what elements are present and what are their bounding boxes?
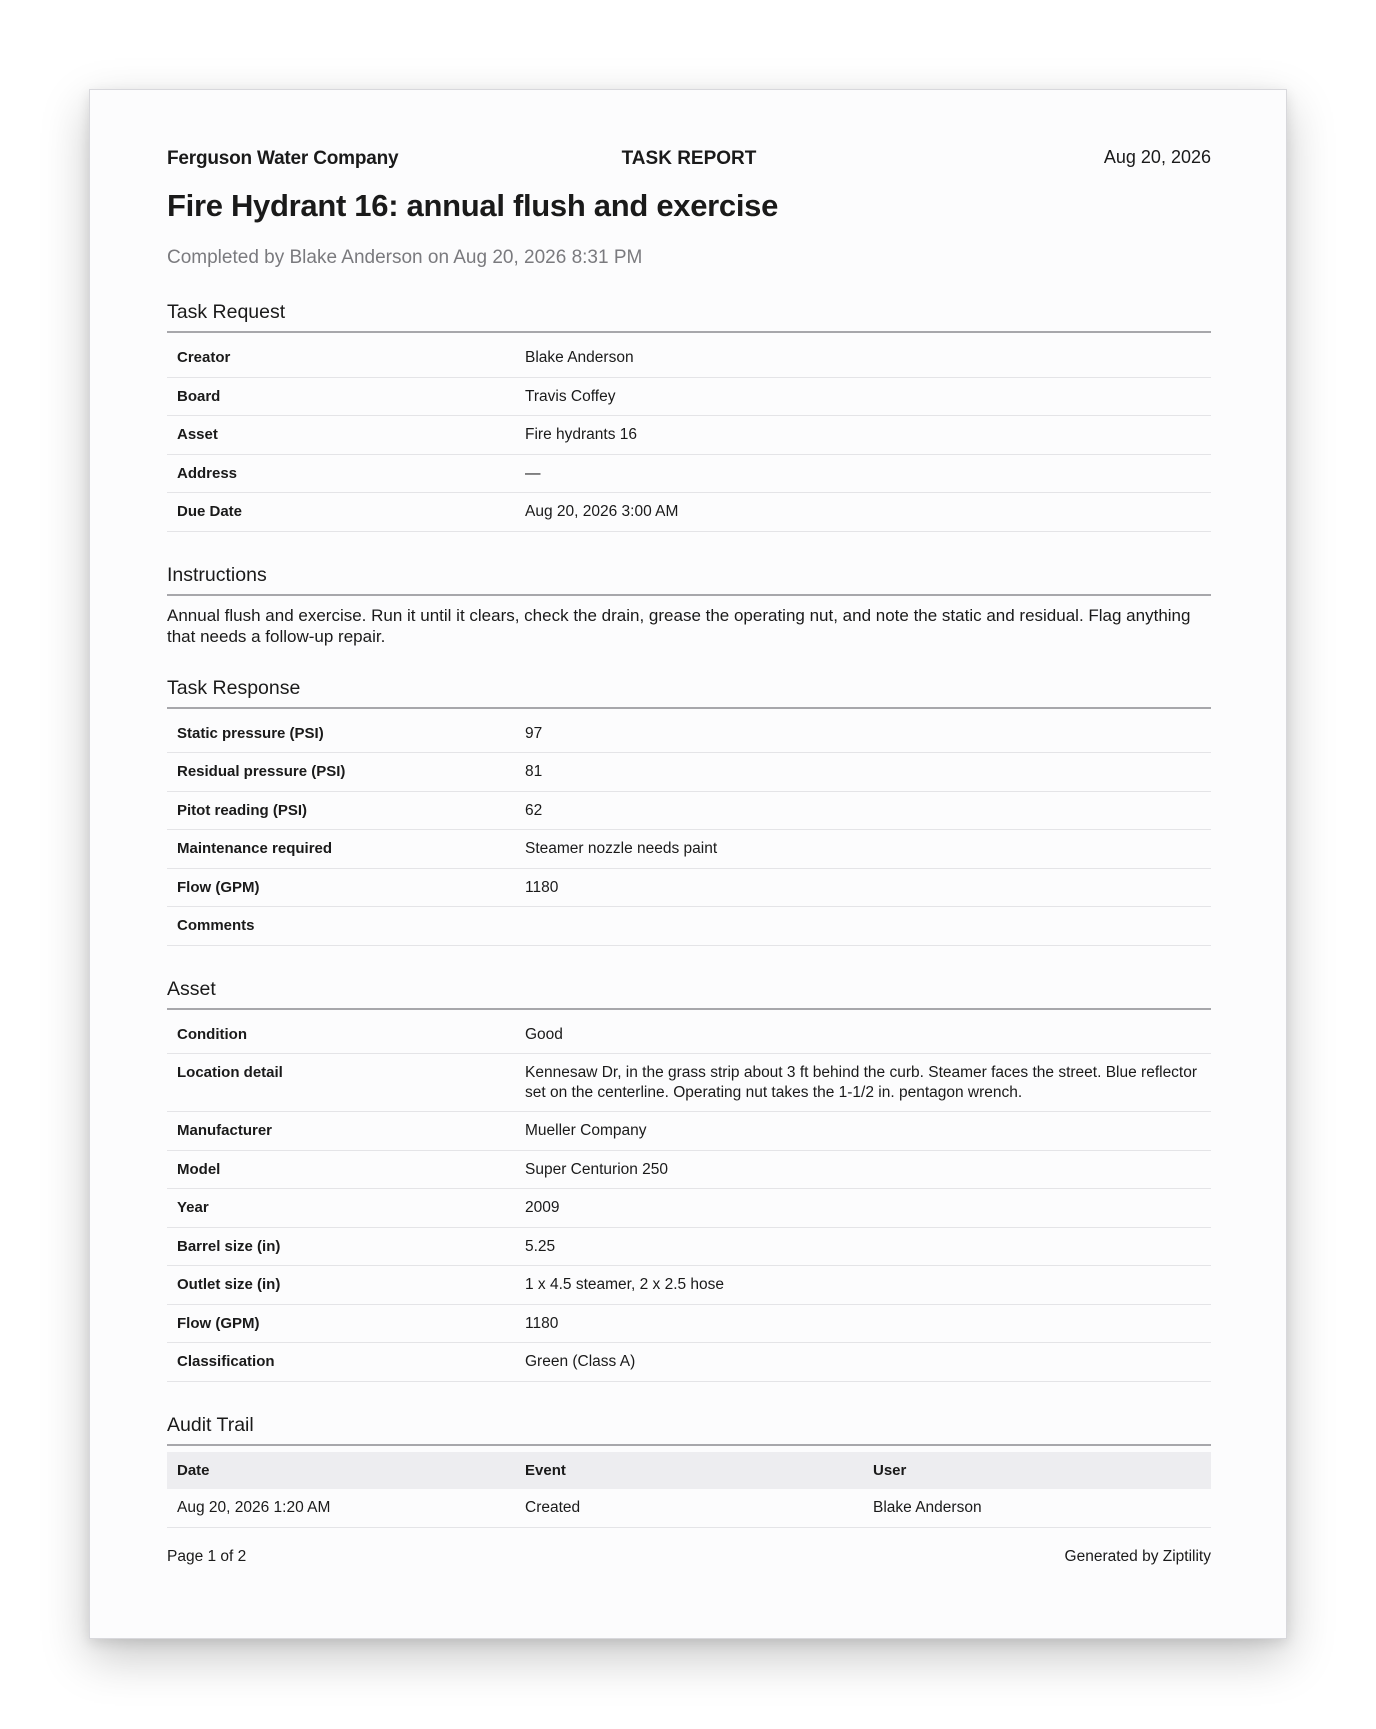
audit-user: Blake Anderson	[863, 1489, 1211, 1527]
row-label: Condition	[167, 1016, 515, 1054]
table-row	[167, 1150, 1211, 1189]
row-value: Fire hydrants 16	[515, 416, 1211, 455]
table-row	[167, 715, 1211, 753]
generated-by: Generated by Ziptility	[1064, 1547, 1211, 1565]
row-value: 1 x 4.5 steamer, 2 x 2.5 hose	[515, 1266, 1211, 1305]
row-value: —	[515, 454, 1211, 493]
table-row	[167, 868, 1211, 907]
row-label: Model	[167, 1150, 515, 1189]
row-label: Outlet size (in)	[167, 1266, 515, 1305]
column-header-date: Date	[167, 1452, 515, 1490]
row-value: Aug 20, 2026 3:00 AM	[515, 493, 1211, 532]
row-label: Maintenance required	[167, 830, 515, 869]
section-title-task-response: Task Response	[167, 675, 1211, 709]
row-label: Barrel size (in)	[167, 1227, 515, 1266]
table-header-row	[167, 1452, 1211, 1490]
row-label: Flow (GPM)	[167, 1304, 515, 1343]
task-request-table	[167, 339, 1211, 532]
table-row	[167, 907, 1211, 946]
row-value: 62	[515, 791, 1211, 830]
table-row	[167, 1343, 1211, 1382]
row-label: Asset	[167, 416, 515, 455]
table-row	[167, 1227, 1211, 1266]
page-footer	[167, 1548, 1211, 1572]
table-row	[167, 830, 1211, 869]
row-value: Blake Anderson	[515, 339, 1211, 377]
table-row	[167, 1304, 1211, 1343]
table-row	[167, 339, 1211, 377]
table-row	[167, 1489, 1211, 1527]
completed-by-line: Completed by Blake Anderson on Aug 20, 2026 8:31 PM	[167, 247, 643, 268]
company-name: Ferguson Water Company	[167, 148, 399, 169]
column-header-user: User	[863, 1452, 1211, 1490]
row-label: Creator	[167, 339, 515, 377]
table-row	[167, 791, 1211, 830]
page-number: Page 1 of 2	[167, 1547, 247, 1565]
table-row	[167, 753, 1211, 792]
row-value: 1180	[515, 1304, 1211, 1343]
table-row	[167, 416, 1211, 455]
task-response-table	[167, 715, 1211, 946]
table-row	[167, 1266, 1211, 1305]
table-row	[167, 377, 1211, 416]
report-page	[89, 89, 1287, 1639]
table-row	[167, 493, 1211, 532]
row-label: Residual pressure (PSI)	[167, 753, 515, 792]
row-label: Address	[167, 454, 515, 493]
audit-trail-table	[167, 1452, 1211, 1528]
audit-date: Aug 20, 2026 1:20 AM	[167, 1489, 515, 1527]
report-content	[167, 142, 1211, 1572]
report-type-label: TASK REPORT	[621, 148, 757, 169]
row-value: 81	[515, 753, 1211, 792]
row-label: Board	[167, 377, 515, 416]
row-label: Pitot reading (PSI)	[167, 791, 515, 830]
report-date: Aug 20, 2026	[1103, 147, 1211, 167]
row-value: Kennesaw Dr, in the grass strip about 3 ft behind the curb. Steamer faces the street. Blue reflector set on the centerline. Operating nut takes the 1-1/2 in. pentagon wrench.	[515, 1054, 1211, 1112]
row-value: Travis Coffey	[515, 377, 1211, 416]
page-title: Fire Hydrant 16: annual flush and exercise	[167, 188, 779, 223]
row-label: Classification	[167, 1343, 515, 1382]
row-value: Super Centurion 250	[515, 1150, 1211, 1189]
table-row	[167, 1112, 1211, 1151]
row-value: Good	[515, 1016, 1211, 1054]
row-label: Manufacturer	[167, 1112, 515, 1151]
row-label: Flow (GPM)	[167, 868, 515, 907]
row-value: Mueller Company	[515, 1112, 1211, 1151]
section-title-audit-trail: Audit Trail	[167, 1412, 1211, 1446]
section-title-instructions: Instructions	[167, 562, 1211, 596]
table-row	[167, 454, 1211, 493]
asset-table	[167, 1016, 1211, 1382]
report-header	[167, 142, 1211, 172]
row-value: 5.25	[515, 1227, 1211, 1266]
row-value: 97	[515, 715, 1211, 753]
row-label: Static pressure (PSI)	[167, 715, 515, 753]
row-value: 1180	[515, 868, 1211, 907]
row-label: Year	[167, 1189, 515, 1228]
row-value: Green (Class A)	[515, 1343, 1211, 1382]
table-row	[167, 1054, 1211, 1112]
table-row	[167, 1189, 1211, 1228]
audit-event: Created	[515, 1489, 863, 1527]
row-label: Comments	[167, 907, 515, 946]
section-title-task-request: Task Request	[167, 299, 1211, 333]
row-value: 2009	[515, 1189, 1211, 1228]
row-value	[515, 907, 1211, 946]
section-title-asset: Asset	[167, 976, 1211, 1010]
column-header-event: Event	[515, 1452, 863, 1490]
instructions-text: Annual flush and exercise. Run it until it clears, check the drain, grease the operating nut, and note the static and residual. Flag anything that needs a follow-up repair.	[167, 605, 1191, 646]
row-label: Due Date	[167, 493, 515, 532]
row-label: Location detail	[167, 1054, 515, 1112]
table-row	[167, 1016, 1211, 1054]
row-value: Steamer nozzle needs paint	[515, 830, 1211, 869]
